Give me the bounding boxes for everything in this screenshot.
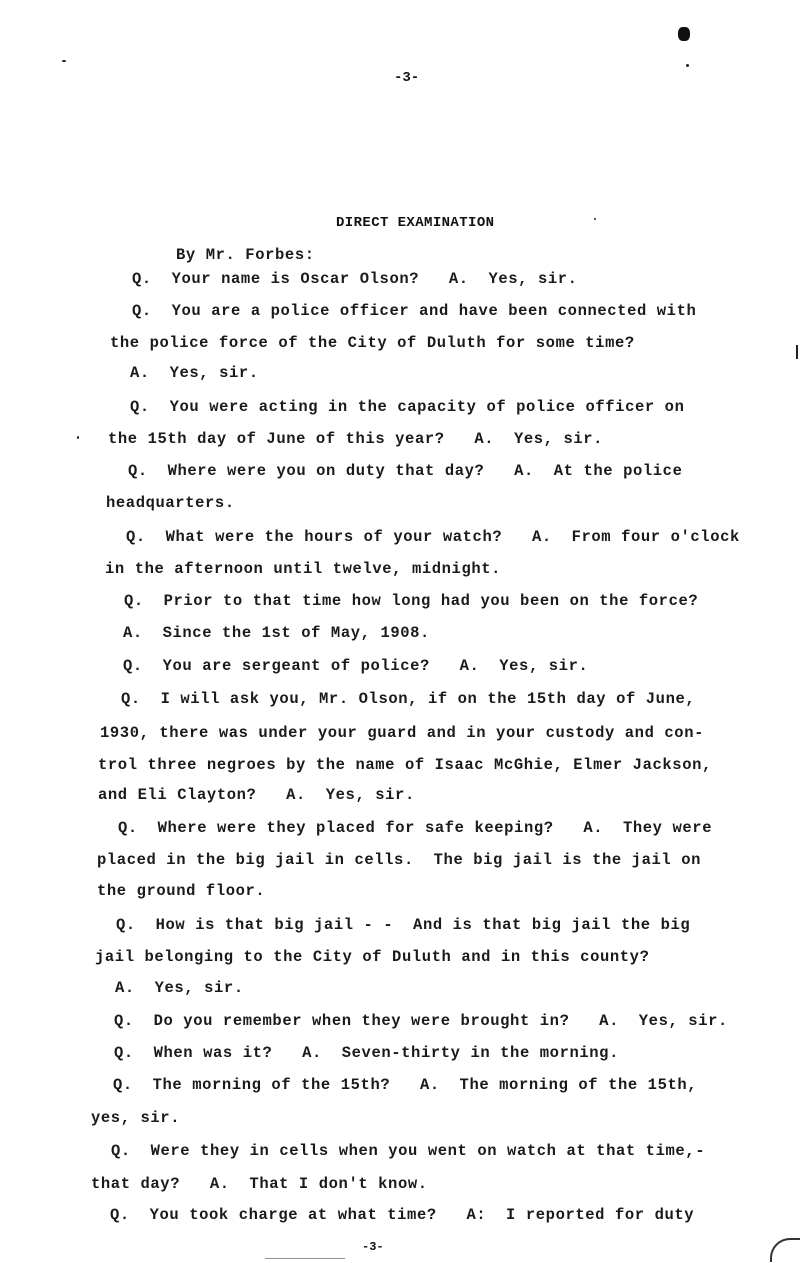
testimony-line: placed in the big jail in cells. The big jail is the jail on [97,851,701,869]
paper-speck [686,64,689,67]
testimony-line: Q. I will ask you, Mr. Olson, if on the 15th day of June, [121,690,696,708]
testimony-line: Q. Where were they placed for safe keeping? A. They were [118,819,713,837]
testimony-line: Q. You are a police officer and have been connected with [132,302,697,320]
testimony-line: yes, sir. [91,1109,181,1127]
testimony-line: Q. The morning of the 15th? A. The morning of the 15th, [113,1076,698,1094]
testimony-line: the ground floor. [97,882,266,900]
testimony-line: A. Yes, sir. [115,979,244,997]
testimony-line: that day? A. That I don't know. [91,1175,428,1193]
testimony-line: trol three negroes by the name of Isaac McGhie, Elmer Jackson, [98,756,712,774]
testimony-line: and Eli Clayton? A. Yes, sir. [98,786,415,804]
paper-speck [594,218,596,220]
ink-blot-mark [678,27,690,41]
testimony-line: A. Since the 1st of May, 1908. [123,624,430,642]
paper-speck [62,60,66,62]
testimony-line: Q. You took charge at what time? A: I reported for duty [110,1206,695,1224]
paper-curl-mark [770,1238,800,1262]
handwritten-scrawl [265,1248,351,1259]
testimony-line: 1930, there was under your guard and in your custody and con- [100,724,704,742]
testimony-line: Q. You are sergeant of police? A. Yes, sir. [123,657,589,675]
testimony-line: A. Yes, sir. [130,364,259,382]
testimony-line: Q. What were the hours of your watch? A. From four o'clock [126,528,740,546]
testimony-line: Q. Your name is Oscar Olson? A. Yes, sir. [132,270,578,288]
testimony-line: Q. Prior to that time how long had you been on the force? [124,592,699,610]
testimony-line: Q. When was it? A. Seven-thirty in the morning. [114,1044,619,1062]
testimony-line: headquarters. [106,494,235,512]
testimony-line: Q. You were acting in the capacity of police officer on [130,398,685,416]
testimony-line: the police force of the City of Duluth for some time? [110,334,635,352]
page-number-bottom: -3- [362,1240,384,1254]
testimony-line: the 15th day of June of this year? A. Yes, sir. [108,430,604,448]
examiner-label: By Mr. Forbes: [176,246,315,264]
testimony-line: in the afternoon until twelve, midnight. [105,560,502,578]
paper-edge-mark [796,345,798,359]
paper-speck [77,436,79,439]
testimony-line: Q. Do you remember when they were brought in? A. Yes, sir. [114,1012,728,1030]
page-number-top: -3- [394,70,420,86]
section-heading: DIRECT EXAMINATION [336,215,495,231]
testimony-line: jail belonging to the City of Duluth and in this county? [95,948,650,966]
testimony-line: Q. Where were you on duty that day? A. At the police [128,462,683,480]
testimony-line: Q. How is that big jail - - And is that big jail the big [116,916,691,934]
testimony-line: Q. Were they in cells when you went on watch at that time,- [111,1142,706,1160]
